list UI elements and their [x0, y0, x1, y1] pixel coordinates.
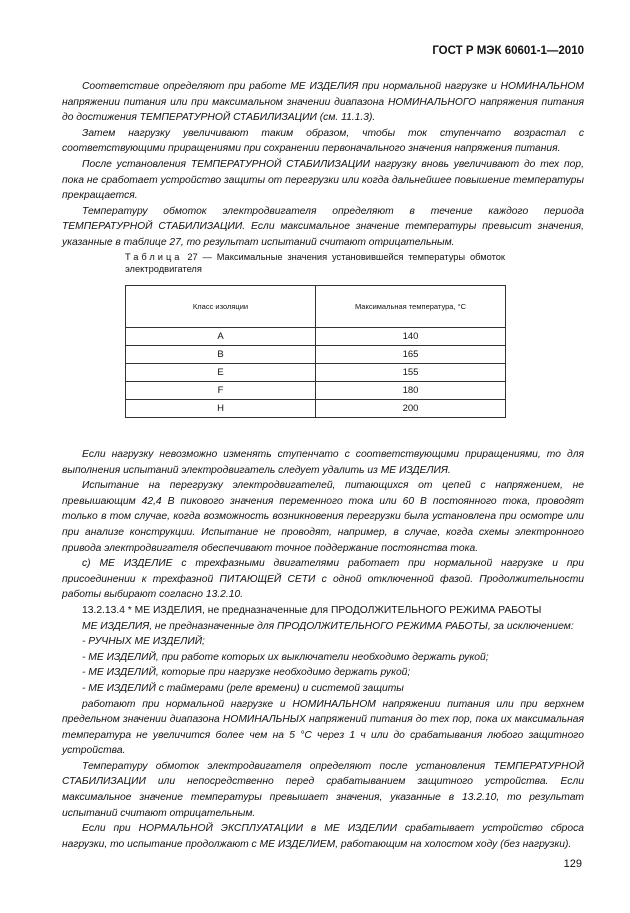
paragraph: Испытание на перегрузку электродвигателей, питающихся от цепей с напряжением, не превышающим 42,4 В пикового значения переменного тока или 60 В постоянного тока, проводят только в том случае, когда возможность возникновения перегрузки была установлена при осмотре или при анализе конструкции. Испытание не проводят, например, в случае, когда схемы электронного привода электродвигателя обеспечивают точное поддержание постоянства тока. [62, 480, 584, 554]
max-temperature-cell: 165 [316, 346, 506, 364]
table-row [126, 382, 506, 400]
column-header: Максимальная температура, °С [316, 286, 506, 328]
insulation-class-cell: E [126, 364, 316, 382]
table-row [126, 400, 506, 418]
document-header: ГОСТ Р МЭК 60601-1—2010 [432, 45, 584, 57]
paragraph: МЕ ИЗДЕЛИЯ, не предназначенные для ПРОДОЛЖИТЕЛЬНОГО РЕЖИМА РАБОТЫ, за исключением: [82, 620, 574, 632]
table-row [126, 364, 506, 382]
table-caption-text: 27 — Максимальные значения установившейся температуры обмоток электродвигателя [125, 252, 505, 274]
paragraph: Если нагрузку невозможно изменять ступенчато с соответствующими приращениями, то для выполнения испытаний электродвигатель следует удалить из МЕ ИЗДЕЛИЯ. [62, 449, 584, 476]
table-row [126, 328, 506, 346]
paragraph: работают при нормальной нагрузке и НОМИНАЛЬНОМ напряжении питания или при верхнем предельном значении диапазона НОМИНАЛЬНЫХ напряжений питания до тех пор, пока их максимальная температура не увеличится более чем на 5 °С через 1 ч или до срабатывания любого защитного устройства. [62, 698, 584, 757]
max-temperature-cell: 155 [316, 364, 506, 382]
paragraph: Температуру обмоток электродвигателя определяют после установления ТЕМПЕРАТУРНОЙ СТАБИЛИЗАЦИИ или непосредственно перед срабатыванием защитного устройства. Если максимальное значение температуры превышает значения, указанные в 13.2.10, то результат испытаний считают отрицательным. [62, 760, 584, 819]
temperature-table [125, 285, 506, 418]
max-temperature-cell: 180 [316, 382, 506, 400]
max-temperature-cell: 200 [316, 400, 506, 418]
paragraph: с) МЕ ИЗДЕЛИЕ с трехфазными двигателями работает при нормальной нагрузке и при присоединении к трехфазной ПИТАЮЩЕЙ СЕТИ с одной отключенной фазой. Продолжительности работы выбирают согласно 13.2.10. [62, 558, 584, 601]
table-caption [125, 252, 505, 275]
insulation-class-cell: B [126, 346, 316, 364]
max-temperature-cell: 140 [316, 328, 506, 346]
paragraph: Если при НОРМАЛЬНОЙ ЭКСПЛУАТАЦИИ в МЕ ИЗДЕЛИИ срабатывает устройство сброса нагрузки, то испытание продолжают с МЕ ИЗДЕЛИЕМ, работающим на холостом ходу (без нагрузки). [62, 823, 584, 850]
paragraph: - МЕ ИЗДЕЛИЙ, которые при нагрузке необходимо держать рукой; [82, 667, 411, 679]
paragraph: Соответствие определяют при работе МЕ ИЗДЕЛИЯ при нормальной нагрузке и НОМИНАЛЬНОМ напряжении питания или при максимальном значении диапазона НОМИНАЛЬНОГО напряжения питания до достижения ТЕМПЕРАТУРНОЙ СТАБИЛИЗАЦИИ (см. 11.1.3). [62, 81, 584, 124]
paragraph: 13.2.13.4 * МЕ ИЗДЕЛИЯ, не предназначенные для ПРОДОЛЖИТЕЛЬНОГО РЕЖИМА РАБОТЫ [82, 604, 542, 616]
table-caption-label: Таблица [125, 252, 183, 262]
paragraph: После установления ТЕМПЕРАТУРНОЙ СТАБИЛИЗАЦИИ нагрузку вновь увеличивают до тех пор, пока не сработает устройство защиты от перегрузки или когда дальнейшее повышение температуры прекращается. [62, 158, 584, 202]
insulation-class-cell: H [126, 400, 316, 418]
insulation-class-cell: A [126, 328, 316, 346]
text-block-top [62, 79, 584, 251]
paragraph: - МЕ ИЗДЕЛИЙ с таймерами (реле времени) и системой защиты [82, 682, 404, 694]
paragraph: Затем нагрузку увеличивают таким образом, чтобы ток ступенчато возрастал с соответствующими приращениями при сохранении первоначального значения напряжения питания. [62, 127, 584, 155]
table-row [126, 346, 506, 364]
text-block-bottom [62, 447, 584, 852]
paragraph: Температуру обмоток электродвигателя определяют в течение каждого периода ТЕМПЕРАТУРНОЙ СТАБИЛИЗАЦИИ. Если максимальное значение температуры превысит значения, указанные в таблице 27, то результат испытаний считают отрицательным. [62, 205, 584, 248]
paragraph: - МЕ ИЗДЕЛИЙ, при работе которых их выключатели необходимо держать рукой; [82, 651, 489, 663]
paragraph: - РУЧНЫХ МЕ ИЗДЕЛИЙ; [82, 636, 205, 648]
page-number: 129 [563, 858, 582, 870]
column-header: Класс изоляции [126, 286, 316, 328]
table-header-row [126, 286, 506, 328]
insulation-class-cell: F [126, 382, 316, 400]
